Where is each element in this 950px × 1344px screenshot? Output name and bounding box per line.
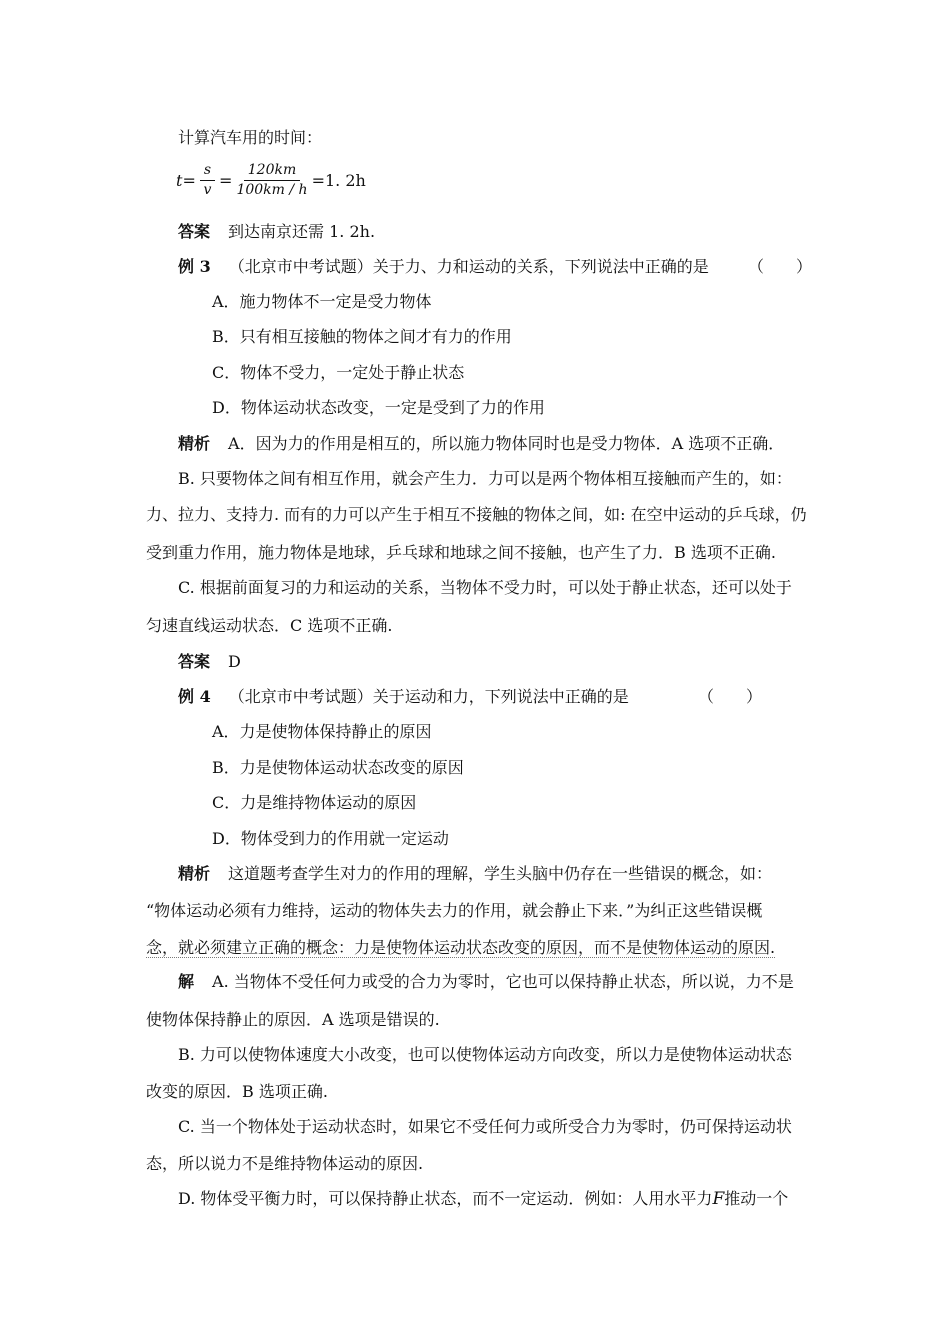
- ex4-solution-line: 使物体保持静止的原因．A 选项是错误的.: [146, 1010, 440, 1029]
- answer-text: 到达南京还需 1. 2h.: [228, 222, 376, 241]
- ex4-option-a: A．力是使物体保持静止的原因: [212, 722, 432, 741]
- ex4-analysis-line: [178, 864, 840, 884]
- ex4-analysis-line: “物体运动必须有力维持，运动的物体失去力的作用，就会静止下来．”为纠正这些错误概: [146, 901, 763, 920]
- solution-text: A. 当物体不受任何力或受的合力为零时，它也可以保持静止状态，所以说，力不是: [212, 972, 794, 991]
- ex4-option-b: B．力是使物体运动状态改变的原因: [212, 758, 464, 777]
- analysis-label: 精析: [178, 864, 211, 883]
- ex4-solution-line: [178, 1189, 840, 1209]
- ex3-analysis-line: [178, 434, 840, 454]
- solution-text: 推动一个: [724, 1189, 789, 1208]
- ex3-option-a: A．施力物体不一定是受力物体: [212, 292, 432, 311]
- solution-label: 解: [178, 972, 195, 991]
- ex4-solution-line: 态，所以说力不是维持物体运动的原因.: [146, 1154, 424, 1173]
- answer-1: [178, 222, 840, 242]
- answer-paren: （ ）: [698, 687, 763, 706]
- ex4-solution-line: 改变的原因．B 选项正确.: [146, 1082, 328, 1101]
- answer-paren: （ ）: [748, 257, 813, 276]
- question-text: （北京市中考试题）关于力、力和运动的关系，下列说法中正确的是: [228, 257, 709, 276]
- formula-result: =1. 2h: [311, 170, 366, 190]
- fraction-denominator: v: [203, 181, 212, 198]
- analysis-label: 精析: [178, 434, 211, 453]
- fraction-numerator: s: [200, 162, 215, 181]
- fraction-numerator: 120km: [244, 162, 300, 181]
- ex4-solution-line: [178, 972, 840, 992]
- example-label: 例 3: [178, 257, 211, 276]
- analysis-text: A．因为力的作用是相互的，所以施力物体同时也是受力物体．A 选项不正确．: [228, 434, 785, 453]
- ex4-analysis-line: [146, 938, 808, 958]
- intro-text: 计算汽车用的时间：: [178, 128, 323, 147]
- example-4-question: [178, 687, 840, 707]
- question-text: （北京市中考试题）关于运动和力，下列说法中正确的是: [228, 687, 629, 706]
- ex3-analysis-line: B. 只要物体之间有相互作用，就会产生力．力可以是两个物体相互接触而产生的，如：: [178, 469, 792, 488]
- fraction-denominator: 100km / h: [236, 181, 308, 198]
- analysis-text: 念，就必须建立正确的概念：力是使物体运动状态改变的原因，而不是使物体运动的原因.: [146, 938, 776, 957]
- ex4-option-d: D．物体受到力的作用就一定运动: [212, 829, 449, 848]
- ex4-solution-line: B. 力可以使物体速度大小改变，也可以使物体运动方向改变，所以力是使物体运动状态: [178, 1045, 792, 1064]
- formula-lhs: t: [176, 170, 183, 190]
- example-label: 例 4: [178, 687, 211, 706]
- fraction-distance-over-speed: [236, 162, 307, 199]
- ex3-analysis-line: 力、拉力、支持力. 而有的力可以产生于相互不接触的物体之间，如: 在空中运动的乒乓球，仍: [146, 505, 807, 524]
- ex3-analysis-line: C. 根据前面复习的力和运动的关系，当物体不受力时，可以处于静止状态，还可以处于: [178, 578, 792, 597]
- ex3-analysis-line: 匀速直线运动状态．C 选项不正确.: [146, 616, 393, 635]
- ex4-solution-line: C. 当一个物体处于运动状态时，如果它不受任何力或所受合力为零时，仍可保持运动状: [178, 1117, 792, 1136]
- answer-text: D: [228, 652, 241, 671]
- formula-eq2: =: [219, 170, 233, 190]
- analysis-text: 这道题考查学生对力的作用的理解，学生头脑中仍存在一些错误的概念，如：: [228, 864, 773, 883]
- ex4-option-c: C．力是维持物体运动的原因: [212, 793, 417, 812]
- answer-label: 答案: [178, 222, 211, 241]
- ex3-option-d: D．物体运动状态改变，一定是受到了力的作用: [212, 398, 545, 417]
- ex3-option-c: C．物体不受力，一定处于静止状态: [212, 363, 465, 382]
- solution-text: D. 物体受平衡力时，可以保持静止状态，而不一定运动．例如：人用水平力: [178, 1189, 713, 1208]
- ex3-option-b: B．只有相互接触的物体之间才有力的作用: [212, 327, 512, 346]
- force-symbol: F: [712, 1189, 725, 1209]
- example-3-question: [178, 257, 840, 277]
- answer-label: 答案: [178, 652, 211, 671]
- answer-3: [178, 652, 840, 672]
- fraction-s-over-v: [200, 162, 215, 199]
- formula-eq1: =: [182, 170, 196, 190]
- time-formula: [176, 160, 366, 200]
- ex3-analysis-line: 受到重力作用，施力物体是地球，乒乓球和地球之间不接触，也产生了力．B 选项不正确.: [146, 543, 776, 562]
